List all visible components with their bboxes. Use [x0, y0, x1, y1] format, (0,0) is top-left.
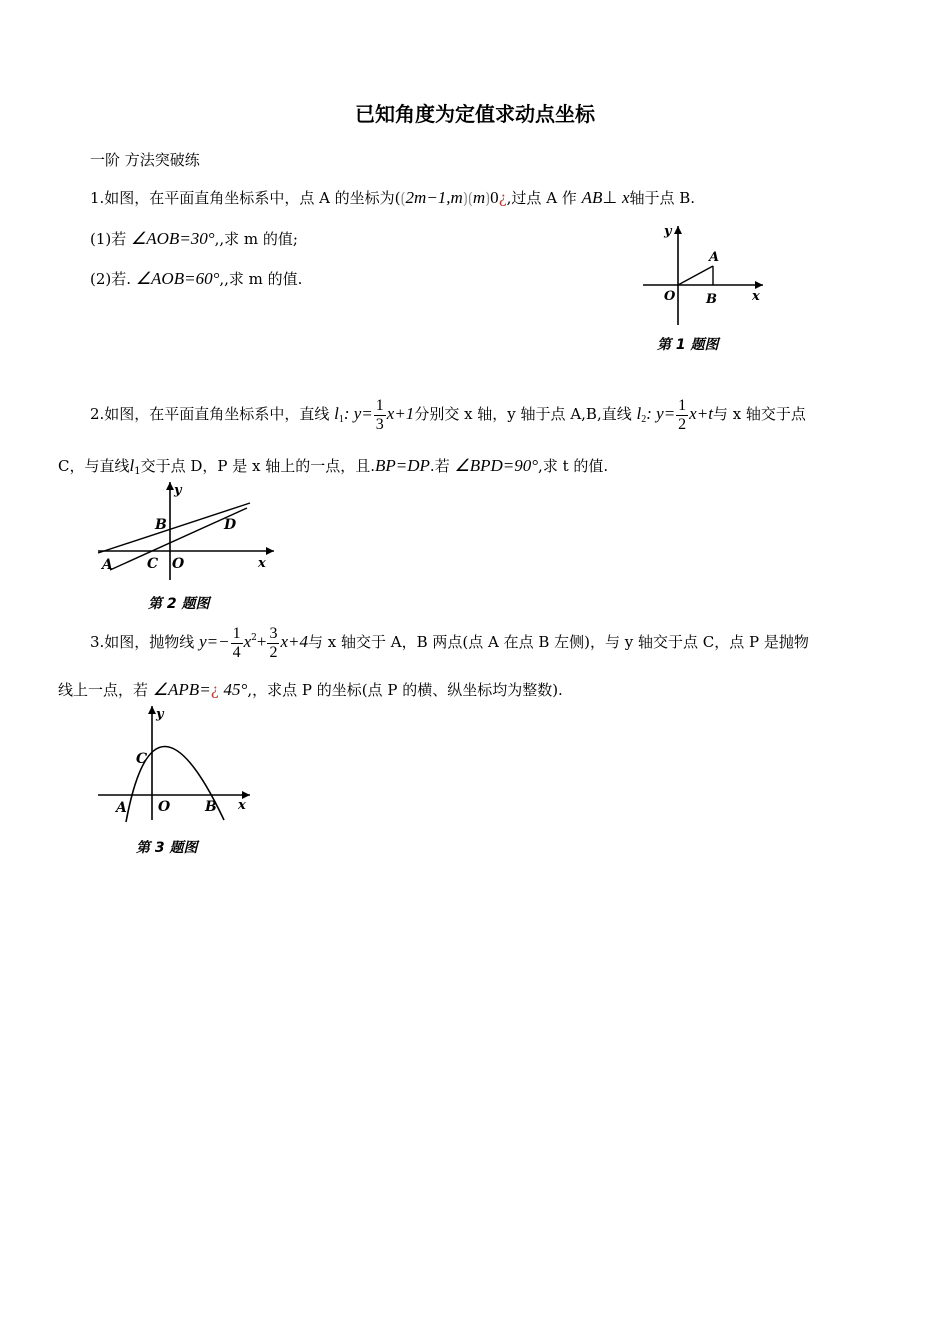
- fig2-d-label: D: [224, 517, 237, 533]
- fig3-a-label: A: [116, 800, 127, 816]
- fig2-c-label: C: [147, 556, 159, 572]
- fig1-caption: 第 1 题图: [657, 337, 719, 353]
- fig2-y-label: y: [174, 483, 182, 498]
- question-3-figure: [92, 700, 262, 860]
- fig3-caption: 第 3 题图: [136, 840, 198, 856]
- question-2-statement-line-2: C，与直线$l_1$交于点 D，P 是 x 轴上的一点，且.BP=DP.若 ∠BPD=90°,求 t 的值.: [58, 456, 609, 477]
- fig1-x-label: x: [752, 289, 760, 304]
- fig2-caption: 第 2 题图: [148, 596, 210, 612]
- fig2-a-label: A: [102, 557, 113, 573]
- question-3-statement-line-1: 3.如图，抛物线 y=− $\frac{1}{4}$ $x^2+$ $\frac{3}{2}$ x+4与 x 轴交于 A，B 两点(点 A 在点 B 左侧)，与 y 轴交于点 C，点 P 是抛物: [90, 624, 809, 661]
- question-2-figure: [92, 478, 282, 618]
- page-title: 已知角度为定值求动点坐标: [355, 102, 595, 126]
- fig2-b-label: B: [155, 517, 167, 533]
- fig1-b-label: B: [706, 292, 717, 307]
- fig1-a-label: A: [709, 250, 720, 265]
- fig3-b-label: B: [205, 799, 217, 815]
- question-1-figure: [635, 220, 775, 360]
- fig3-o-label: O: [158, 799, 171, 815]
- question-1-statement: 1.如图，在平面直角坐标系中，点 A 的坐标为(⟮2m−1,m⟯⟮m⟯0¿,过点 A 作 AB⊥ x轴于点 B.: [90, 188, 696, 207]
- question-2-statement-line-1: 2.如图，在平面直角坐标系中，直线 $l_1$: y= $\frac{1}{3}$ x+1分别交 x 轴，y 轴于点 A,B,直线 $l_2$: y= $\frac{1}{2}$ x+t与 x 轴交于点: [90, 396, 806, 433]
- fig3-x-label: x: [238, 798, 246, 813]
- question-3-statement-line-2: 线上一点，若 ∠APB=¿ 45°,，求点 P 的坐标(点 P 的横、纵坐标均为整数).: [58, 680, 563, 699]
- fig2-o-label: O: [172, 556, 185, 572]
- fig2-x-label: x: [258, 556, 266, 571]
- fig3-c-label: C: [136, 751, 148, 767]
- question-1-part-2: (2)若. ∠AOB=60°,,求 m 的值.: [90, 269, 303, 288]
- fig1-y-label: y: [664, 224, 672, 239]
- fig3-y-label: y: [156, 707, 164, 722]
- section-heading: 一阶 方法突破练: [90, 151, 200, 169]
- question-1-part-1: (1)若 ∠AOB=30°,,求 m 的值;: [90, 229, 298, 248]
- fig1-o-label: O: [664, 289, 676, 304]
